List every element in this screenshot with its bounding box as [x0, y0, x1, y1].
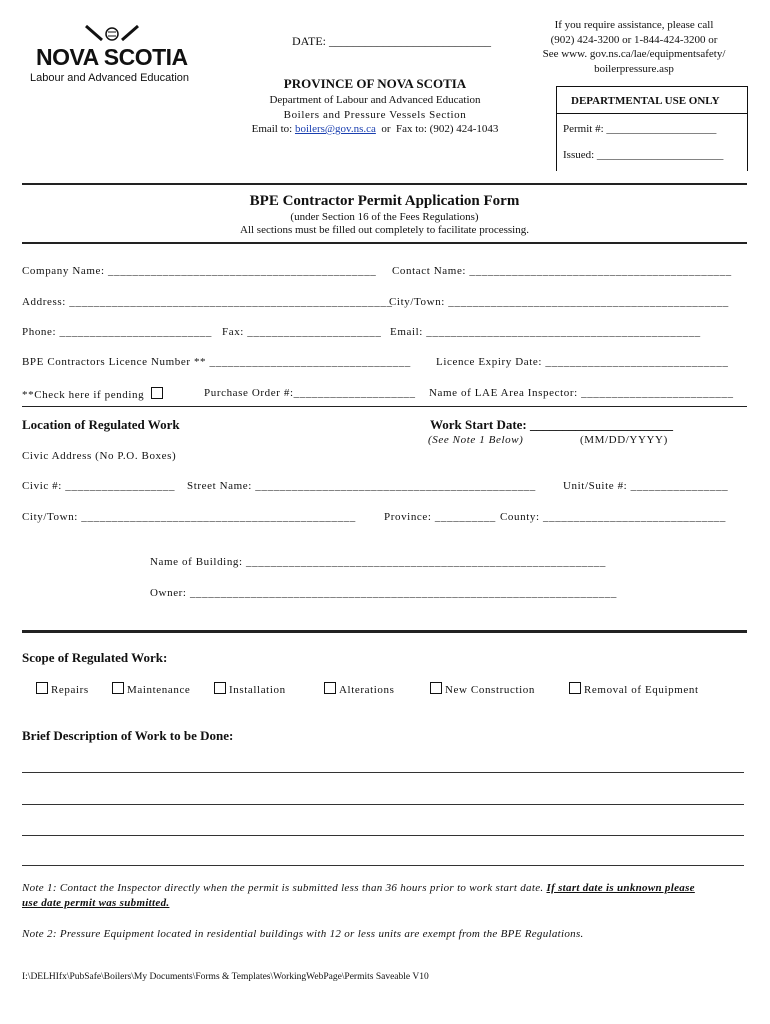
installation-label: Installation	[229, 684, 286, 696]
alterations-label: Alterations	[339, 684, 395, 696]
maintenance-checkbox[interactable]	[112, 682, 124, 694]
contact-name-field[interactable]: Contact Name: ___________________________________________	[392, 265, 732, 277]
assistance-info	[528, 18, 740, 76]
licence-number-field[interactable]: BPE Contractors Licence Number ** _________________________________	[22, 356, 411, 368]
section-rule-2	[22, 630, 747, 633]
dept-use-title: DEPARTMENTAL USE ONLY	[571, 95, 720, 107]
fax-text: or Fax to: (902) 424-1043	[375, 123, 499, 135]
note-1	[22, 881, 746, 911]
scope-heading: Scope of Regulated Work:	[22, 650, 168, 665]
civic-address-label: Civic Address (No P.O. Boxes)	[22, 450, 177, 462]
assist-line-3: See www. gov.ns.ca/lae/equipmentsafety/	[542, 48, 726, 60]
departmental-use-box	[556, 86, 748, 171]
title-rule-top	[22, 183, 747, 185]
address-field[interactable]: Address: _____________________________________________________	[22, 296, 393, 308]
dept-use-divider	[557, 113, 747, 114]
assist-line-4: boilerpressure.asp	[594, 62, 674, 75]
section-name: Boilers and Pressure Vessels Section	[283, 109, 467, 121]
pending-row	[22, 387, 166, 401]
issued-field[interactable]: Issued: _______________________	[563, 149, 724, 161]
department-name: Department of Labour and Advanced Education	[269, 94, 481, 106]
city-field[interactable]: City/Town: ______________________________________________	[389, 296, 729, 308]
title-rule-bottom	[22, 242, 747, 244]
purchase-order-field[interactable]: Purchase Order #:____________________	[204, 387, 416, 399]
removal-checkbox[interactable]	[569, 682, 581, 694]
repairs-label: Repairs	[51, 684, 89, 696]
scope-option-maintenance[interactable]	[112, 682, 190, 696]
location-city-field[interactable]: City/Town: _____________________________________________	[22, 511, 356, 523]
scope-option-alterations[interactable]	[324, 682, 394, 696]
description-line-1[interactable]	[22, 772, 744, 773]
permit-number-field[interactable]: Permit #: ____________________	[563, 123, 717, 135]
contact-line	[230, 123, 520, 135]
unit-suite-field[interactable]: Unit/Suite #: ________________	[563, 480, 729, 492]
pending-label: **Check here if pending	[22, 389, 145, 401]
province-field[interactable]: Province: __________	[384, 511, 496, 523]
phone-field[interactable]: Phone: _________________________	[22, 326, 213, 338]
work-start-date-field[interactable]: Work Start Date: ______________________	[430, 417, 674, 432]
email-prefix: Email to:	[251, 123, 295, 135]
section-rule-1	[22, 406, 747, 407]
description-heading: Brief Description of Work to be Done:	[22, 728, 234, 743]
county-field[interactable]: County: ______________________________	[500, 511, 726, 523]
removal-label: Removal of Equipment	[584, 684, 699, 696]
company-name-field[interactable]: Company Name: ____________________________________________	[22, 265, 377, 277]
form-subtitle-2: All sections must be filled out completely to facilitate processing.	[240, 224, 529, 236]
email-link[interactable]: boilers@gov.ns.ca	[294, 123, 376, 135]
description-line-2[interactable]	[22, 804, 744, 805]
alterations-checkbox[interactable]	[324, 682, 336, 694]
scope-option-new-construction[interactable]	[430, 682, 535, 696]
logo-emblem-icon	[82, 22, 142, 46]
maintenance-label: Maintenance	[127, 684, 191, 696]
new-construction-label: New Construction	[445, 684, 535, 696]
installation-checkbox[interactable]	[214, 682, 226, 694]
scope-option-repairs[interactable]	[36, 682, 89, 696]
fax-field[interactable]: Fax: ______________________	[222, 326, 382, 338]
new-construction-checkbox[interactable]	[430, 682, 442, 694]
logo-subtitle: Labour and Advanced Education	[30, 72, 190, 84]
civic-number-field[interactable]: Civic #: __________________	[22, 480, 176, 492]
assist-line-2: (902) 424-3200 or 1-844-424-3200 or	[550, 33, 718, 46]
description-line-3[interactable]	[22, 835, 744, 836]
province-title: PROVINCE OF NOVA SCOTIA	[283, 76, 467, 91]
scope-option-installation[interactable]	[214, 682, 286, 696]
pending-checkbox[interactable]	[151, 387, 163, 399]
logo-wordmark: NOVA SCOTIA	[36, 44, 188, 70]
date-format-label: (MM/DD/YYYY)	[580, 434, 668, 446]
form-title: BPE Contractor Permit Application Form	[249, 193, 520, 209]
date-field[interactable]: DATE: ___________________________	[292, 34, 491, 48]
licence-expiry-field[interactable]: Licence Expiry Date: ______________________________	[436, 356, 729, 368]
note-2: Note 2: Pressure Equipment located in residential buildings with 12 or less units are exempt from the BPE Regulations.	[22, 928, 584, 940]
building-name-field[interactable]: Name of Building: ___________________________________________________________	[150, 556, 606, 568]
form-subtitle-1: (under Section 16 of the Fees Regulations)	[290, 211, 479, 223]
description-line-4[interactable]	[22, 865, 744, 866]
footer-path: I:\DELHIfx\PubSafe\Boilers\My Documents\Forms & Templates\WorkingWebPage\Permits Saveable V10	[22, 972, 429, 982]
logo	[30, 22, 200, 84]
assist-line-1: If you require assistance, please call	[554, 19, 714, 31]
location-heading: Location of Regulated Work	[22, 417, 180, 432]
note-1-emphasis: If start date is unknown please	[546, 882, 695, 894]
note-1-text: Note 1: Contact the Inspector directly when the permit is submitted less than 36 hours prior to work start date.	[22, 882, 547, 894]
repairs-checkbox[interactable]	[36, 682, 48, 694]
note-1-emphasis-2: use date permit was submitted.	[22, 897, 170, 909]
scope-option-removal[interactable]	[569, 682, 699, 696]
owner-field[interactable]: Owner: ______________________________________________________________________	[150, 587, 617, 599]
see-note-label: (See Note 1 Below)	[428, 434, 524, 446]
email-field[interactable]: Email: _____________________________________________	[390, 326, 701, 338]
street-name-field[interactable]: Street Name: ______________________________________________	[187, 480, 536, 492]
inspector-field[interactable]: Name of LAE Area Inspector: _________________________	[429, 387, 734, 399]
